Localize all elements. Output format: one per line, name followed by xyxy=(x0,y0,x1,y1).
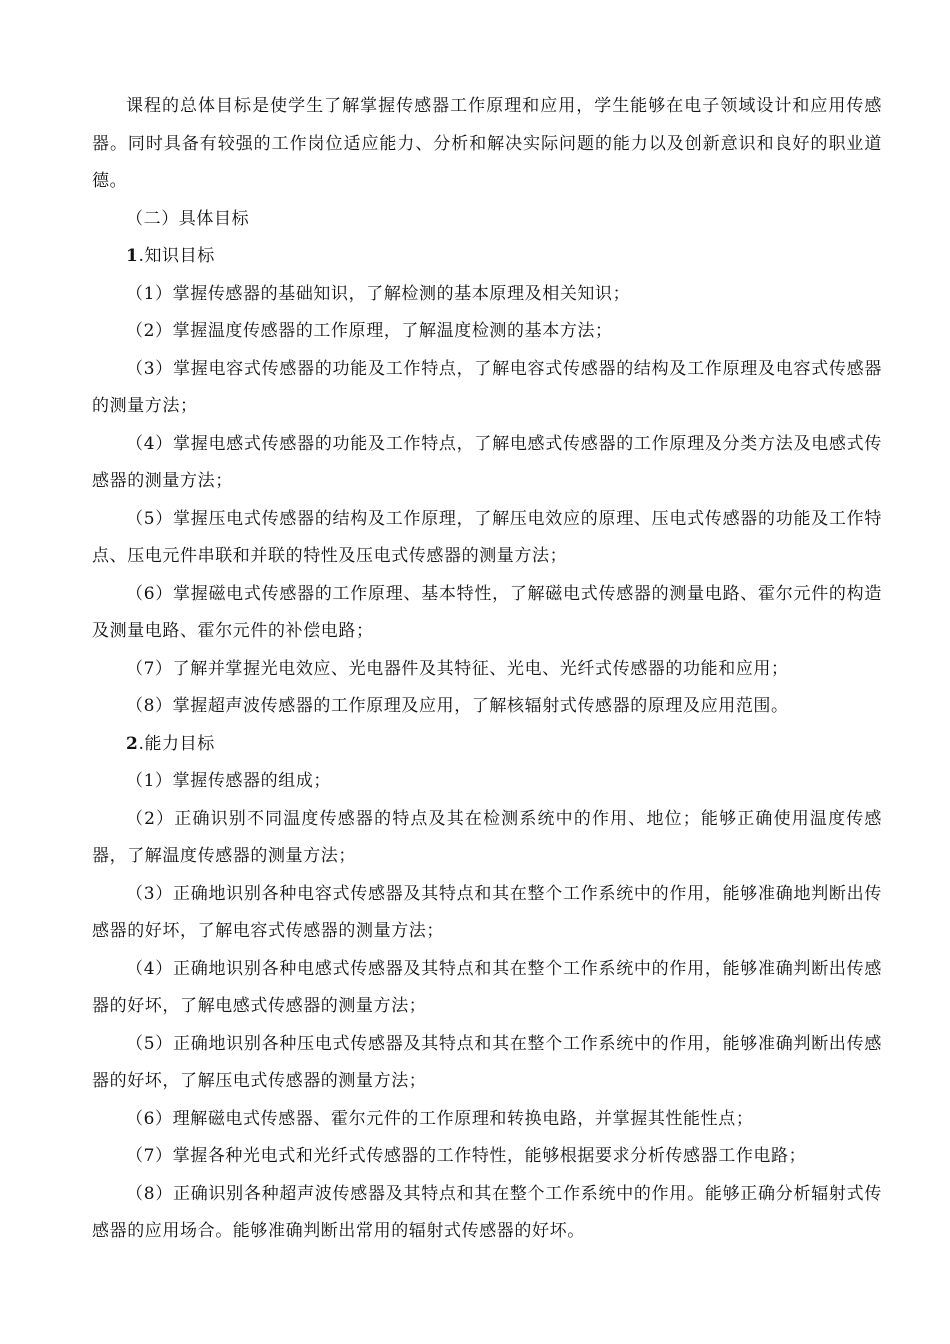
ability-heading-number: 2 xyxy=(126,733,139,754)
ability-item: （7）掌握各种光电式和光纤式传感器的工作特性，能够根据要求分析传感器工作电路； xyxy=(126,1146,807,1166)
document-page xyxy=(92,88,882,1251)
ability-item: （2）正确识别不同温度传感器的特点及其在检测系统中的作用、地位；能够正确使用温度传感器，了解温度传感器的测量方法； xyxy=(92,808,882,866)
ability-item: （8）正确识别各种超声波传感器及其特点和其在整个工作系统中的作用。能够正确分析辐射式传感器的应用场合。能够准确判断出常用的辐射式传感器的好坏。 xyxy=(92,1183,882,1241)
knowledge-item: （4）掌握电感式传感器的功能及工作特点，了解电感式传感器的工作原理及分类方法及电感式传感器的测量方法； xyxy=(92,433,882,491)
ability-item: （1）掌握传感器的组成； xyxy=(126,771,332,791)
intro-paragraph: 课程的总体目标是使学生了解掌握传感器工作原理和应用，学生能够在电子领域设计和应用传感器。同时具备有较强的工作岗位适应能力、分析和解决实际问题的能力以及创新意识和良好的职业道德。 xyxy=(92,96,882,191)
knowledge-item: （1）掌握传感器的基础知识，了解检测的基本原理及相关知识； xyxy=(126,283,631,304)
knowledge-heading-text: .知识目标 xyxy=(138,246,215,266)
ability-item: （3）正确地识别各种电容式传感器及其特点和其在整个工作系统中的作用，能够准确地判断出传感器的好坏，了解电容式传感器的测量方法； xyxy=(92,883,882,941)
knowledge-item: （3）掌握电容式传感器的功能及工作特点，了解电容式传感器的结构及工作原理及电容式传感器的测量方法； xyxy=(92,358,882,416)
knowledge-heading-number: 1 xyxy=(126,246,139,266)
ability-item: （4）正确地识别各种电感式传感器及其特点和其在整个工作系统中的作用，能够准确判断出传感器的好坏，了解电感式传感器的测量方法； xyxy=(92,958,882,1016)
knowledge-item: （5）掌握压电式传感器的结构及工作原理，了解压电效应的原理、压电式传感器的功能及工作特点、压电元件串联和并联的特性及压电式传感器的测量方法； xyxy=(92,508,882,566)
knowledge-item: （7）了解并掌握光电效应、光电器件及其特征、光电、光纤式传感器的功能和应用； xyxy=(126,658,789,679)
ability-heading-text: .能力目标 xyxy=(138,733,215,754)
ability-heading xyxy=(92,726,882,764)
section-title: （二）具体目标 xyxy=(126,208,250,229)
knowledge-heading xyxy=(92,238,882,276)
knowledge-item: （6）掌握磁电式传感器的工作原理、基本特性，了解磁电式传感器的测量电路、霍尔元件的构造及测量电路、霍尔元件的补偿电路； xyxy=(92,583,882,641)
ability-item: （5）正确地识别各种压电式传感器及其特点和其在整个工作系统中的作用，能够准确判断出传感器的好坏，了解压电式传感器的测量方法； xyxy=(92,1033,882,1091)
knowledge-item: （2）掌握温度传感器的工作原理，了解温度检测的基本方法； xyxy=(126,321,613,341)
knowledge-item: （8）掌握超声波传感器的工作原理及应用，了解核辐射式传感器的原理及应用范围。 xyxy=(126,696,789,716)
ability-item: （6）理解磁电式传感器、霍尔元件的工作原理和转换电路，并掌握其性能性点； xyxy=(126,1108,754,1129)
